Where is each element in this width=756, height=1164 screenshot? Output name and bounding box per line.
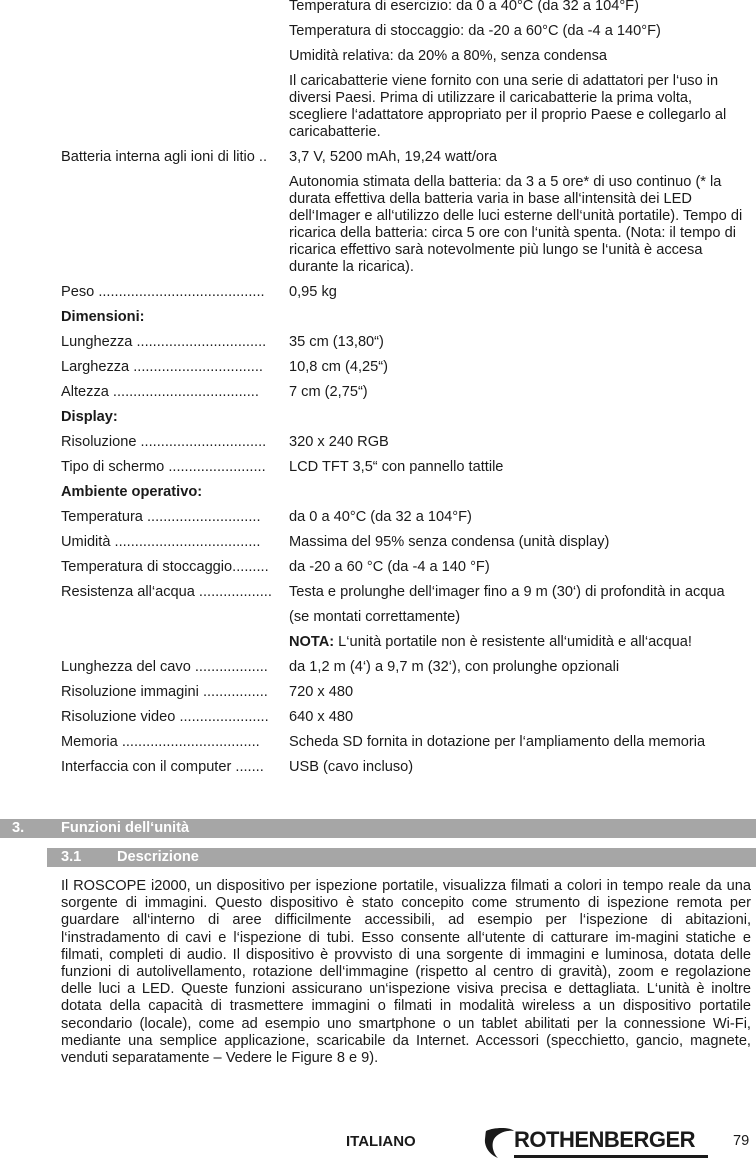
spec-label: Peso ......................................... xyxy=(61,284,265,300)
spec-group-heading: Dimensioni: xyxy=(61,309,145,325)
spec-continuation: (se montati correttamente) xyxy=(289,609,461,625)
spec-row xyxy=(61,734,751,751)
spec-value: 320 x 240 RGB xyxy=(289,434,389,450)
spec-row xyxy=(61,384,751,401)
spec-value: da -20 a 60 °C (da -4 a 140 °F) xyxy=(289,559,490,575)
subsection-header xyxy=(47,848,756,867)
spec-value: Scheda SD fornita in dotazione per l‘ampliamento della memoria xyxy=(289,734,706,750)
spec-value: Testa e prolunghe dell‘imager fino a 9 m (30‘) di profondità in acqua xyxy=(289,584,725,600)
spec-continuation: Il caricabatterie viene fornito con una serie di adattatori per l‘uso in diversi Paesi. Prima di utilizzare il caricabatterie la prima volta, scegliere l‘adattatore appropriato per il proprio Paese e collegarlo al caricabatterie. xyxy=(289,73,727,140)
spec-row xyxy=(61,559,751,576)
spec-row xyxy=(61,334,751,351)
spec-group-heading: Display: xyxy=(61,409,118,425)
spec-label: Batteria interna agli ioni di litio .. xyxy=(61,149,268,165)
spec-label: Risoluzione video ...................... xyxy=(61,709,269,725)
spec-row xyxy=(61,509,751,526)
spec-value: da 1,2 m (4‘) a 9,7 m (32‘), con prolunghe opzionali xyxy=(289,659,620,675)
spec-row xyxy=(61,284,751,301)
spec-value: da 0 a 40°C (da 32 a 104°F) xyxy=(289,509,472,525)
spec-row xyxy=(61,759,751,776)
spec-label: Temperatura di stoccaggio......... xyxy=(61,559,269,575)
section-title: Funzioni dell‘unità xyxy=(61,820,190,836)
spec-label: Risoluzione immagini ................ xyxy=(61,684,268,700)
brand-name: ROTHENBERGER xyxy=(514,1127,696,1152)
spec-value: USB (cavo incluso) xyxy=(289,759,414,775)
spec-continuation: Umidità relativa: da 20% a 80%, senza condensa xyxy=(289,48,608,64)
spec-label: Umidità .................................... xyxy=(61,534,261,550)
spec-label: Tipo di schermo ........................ xyxy=(61,459,266,475)
spec-label: Lunghezza del cavo .................. xyxy=(61,659,268,675)
spec-continuation: Autonomia stimata della batteria: da 3 a 5 ore* di uso continuo (* la durata effettiva della batteria varia in base all‘intensità dei LED dell‘Imager e all‘utilizzo delle luci esterne dell‘unità portatile). Tempo di ricarica della batteria: circa 5 ore con l‘unità spenta. (Nota: il tempo di ricarica effettivo sarà notevolmente più lungo se l‘unità è accesa durante la ricarica). xyxy=(289,174,743,275)
spec-row xyxy=(61,659,751,676)
spec-row xyxy=(61,359,751,376)
spec-row xyxy=(61,459,751,476)
spec-label: Resistenza all‘acqua .................. xyxy=(61,584,272,600)
spec-value: 720 x 480 xyxy=(289,684,354,700)
spec-value: 35 cm (13,80“) xyxy=(289,334,384,350)
spec-label: Risoluzione ............................... xyxy=(61,434,267,450)
note-label: NOTA: xyxy=(289,634,335,650)
page-number: 79 xyxy=(733,1133,750,1149)
spec-row xyxy=(61,434,751,451)
footer-language: ITALIANO xyxy=(346,1133,416,1150)
spec-group-heading: Ambiente operativo: xyxy=(61,484,203,500)
section-header xyxy=(0,819,756,838)
spec-label: Larghezza ................................ xyxy=(61,359,263,375)
spec-value: 0,95 kg xyxy=(289,284,337,300)
brand-logo xyxy=(484,1125,710,1161)
spec-row xyxy=(61,709,751,726)
spec-note xyxy=(61,634,751,651)
spec-continuation: Temperatura di esercizio: da 0 a 40°C (da 32 a 104°F) xyxy=(289,0,639,14)
spec-value: Massima del 95% senza condensa (unità display) xyxy=(289,534,610,550)
spec-label: Lunghezza ................................ xyxy=(61,334,267,350)
subsection-title: Descrizione xyxy=(117,849,199,865)
spec-row xyxy=(61,584,751,601)
spec-value: LCD TFT 3,5“ con pannello tattile xyxy=(289,459,504,475)
spec-value: 640 x 480 xyxy=(289,709,354,725)
spec-value: 10,8 cm (4,25“) xyxy=(289,359,388,375)
spec-value: 7 cm (2,75“) xyxy=(289,384,368,400)
spec-label: Altezza .................................... xyxy=(61,384,259,400)
description-paragraph: Il ROSCOPE i2000, un dispositivo per ispezione portatile, visualizza filmati a colori in tempo reale da una sorgente di immagini. Questo dispositivo è stato concepito come strumento di ispezione remota per guardare all‘interno di aree difficilmente accessibili, ad esempio per l‘ispezione di abitazioni, l‘instradamento di cavi e l‘ispezione di tubi. Esso consente all‘utente di catturare im-magini statiche e filmati, completi di audio. Il dispositivo è provvisto di una sorgente di immagini e luminosa, dotata delle funzioni di autolivellamento, rotazione dell‘immagine (rispetto al centro di gravità), zoom e regolazione delle luci a LED. Queste funzioni assicurano un‘ispezione visiva precisa e dettagliata. L‘unità è inoltre dotata della capacità di trasmettere immagini o filmati in modalità wireless a un dispositivo portatile secondario (locale), come ad esempio uno smartphone o un tablet abilitati per la connessione Wi-Fi, mediante una semplice applicazione, scaricabile da Internet. Accessori (specchietto, gancio, magnete, venduti separatamente – Vedere le Figure 8 e 9). xyxy=(61,878,751,1067)
spec-label: Temperatura ............................ xyxy=(61,509,261,525)
spec-label: Interfaccia con il computer ....... xyxy=(61,759,264,775)
spec-value: 3,7 V, 5200 mAh, 19,24 watt/ora xyxy=(289,149,497,165)
note-text: L‘unità portatile non è resistente all‘umidità e all‘acqua! xyxy=(334,634,692,650)
spec-row xyxy=(61,534,751,551)
subsection-number: 3.1 xyxy=(61,849,82,865)
spec-row xyxy=(61,684,751,701)
section-number: 3. xyxy=(12,820,25,836)
spec-row xyxy=(61,149,751,166)
spec-label: Memoria .................................. xyxy=(61,734,260,750)
spec-list xyxy=(61,0,751,784)
spec-continuation: Temperatura di stoccaggio: da -20 a 60°C (da -4 a 140°F) xyxy=(289,23,661,39)
